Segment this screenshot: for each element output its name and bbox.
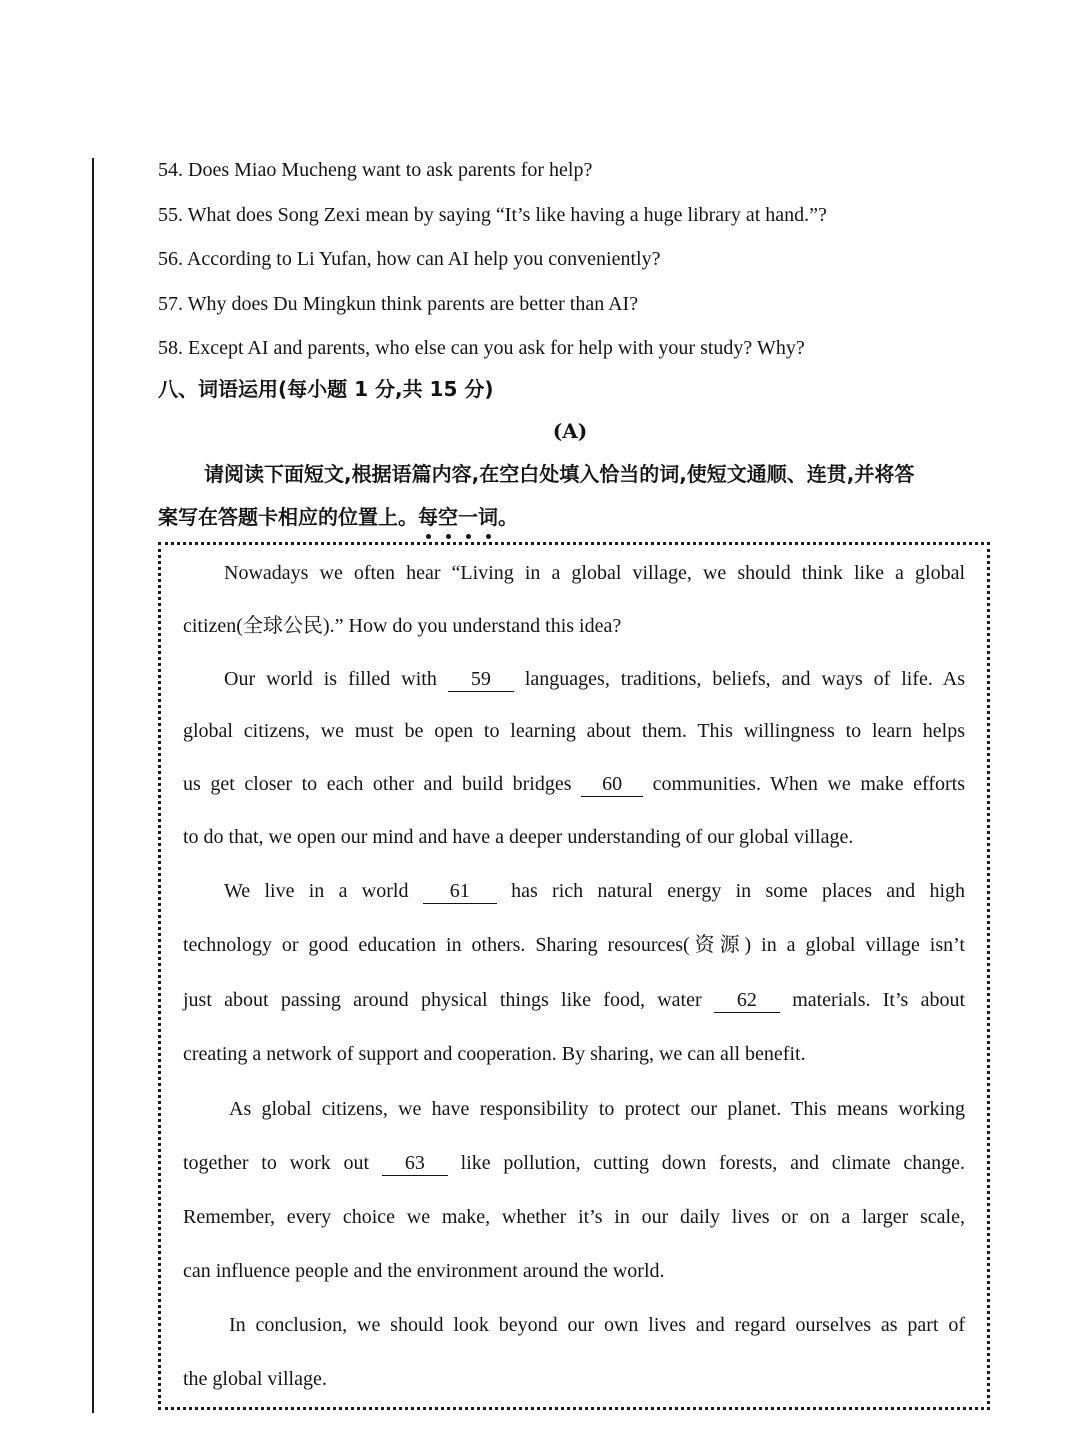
blank-63[interactable]: 63 bbox=[382, 1151, 448, 1176]
question-57: 57. Why does Du Mingkun think parents are better than AI? bbox=[158, 293, 639, 315]
passage-line: We live in a world 61 has rich natural energy in some places and high bbox=[224, 880, 966, 902]
passage-line: together to work out 63 like pollution, cutting down forests, and climate change. bbox=[183, 1152, 965, 1174]
passage-line: global citizens, we must be open to learning about them. This willingness to learn helps bbox=[183, 720, 965, 742]
instruction-text: 案写在答题卡相应的位置上。 bbox=[158, 505, 418, 529]
passage-line: to do that, we open our mind and have a deeper understanding of our global village. bbox=[183, 826, 854, 848]
emphasized-instruction: 每空一词 bbox=[418, 505, 498, 529]
question-55: 55. What does Song Zexi mean by saying “It’s like having a huge library at hand.”? bbox=[158, 204, 827, 226]
blank-62[interactable]: 62 bbox=[714, 988, 780, 1013]
passage-line: the global village. bbox=[183, 1368, 327, 1390]
question-58: 58. Except AI and parents, who else can you ask for help with your study? Why? bbox=[158, 337, 805, 359]
part-label: (A) bbox=[552, 419, 588, 443]
blank-59[interactable]: 59 bbox=[448, 667, 514, 692]
passage-line: As global citizens, we have responsibility to protect our planet. This means working bbox=[229, 1098, 965, 1120]
passage-line: technology or good education in others. Sharing resources(资源) in a global village isn’t bbox=[183, 934, 965, 956]
blank-61[interactable]: 61 bbox=[423, 879, 497, 904]
margin-rule bbox=[92, 158, 94, 1413]
instruction-line-1: 请阅读下面短文,根据语篇内容,在空白处填入恰当的词,使短文通顺、连贯,并将答 bbox=[204, 462, 915, 486]
instruction-line-2 bbox=[158, 503, 518, 531]
passage-line: Remember, every choice we make, whether it’s in our daily lives or on a larger scale, bbox=[183, 1206, 965, 1228]
section-heading: 八、词语运用(每小题 1 分,共 15 分) bbox=[158, 377, 494, 401]
passage-line: citizen(全球公民).” How do you understand this idea? bbox=[183, 615, 622, 637]
emphasis-dots bbox=[418, 534, 498, 539]
passage-line: Nowadays we often hear “Living in a global village, we should think like a global bbox=[224, 562, 965, 584]
passage-line: Our world is filled with 59 languages, traditions, beliefs, and ways of life. As bbox=[224, 668, 966, 690]
passage-line: just about passing around physical things like food, water 62 materials. It’s about bbox=[183, 989, 966, 1011]
instruction-end: 。 bbox=[498, 505, 518, 529]
question-54: 54. Does Miao Mucheng want to ask parents for help? bbox=[158, 159, 593, 181]
passage-line: can influence people and the environment around the world. bbox=[183, 1260, 665, 1282]
question-56: 56. According to Li Yufan, how can AI help you conveniently? bbox=[158, 248, 661, 270]
passage-line: In conclusion, we should look beyond our own lives and regard ourselves as part of bbox=[229, 1314, 965, 1336]
passage-line: us get closer to each other and build bridges 60 communities. When we make efforts bbox=[183, 773, 966, 795]
passage-line: creating a network of support and cooperation. By sharing, we can all benefit. bbox=[183, 1043, 806, 1065]
blank-60[interactable]: 60 bbox=[581, 772, 643, 797]
